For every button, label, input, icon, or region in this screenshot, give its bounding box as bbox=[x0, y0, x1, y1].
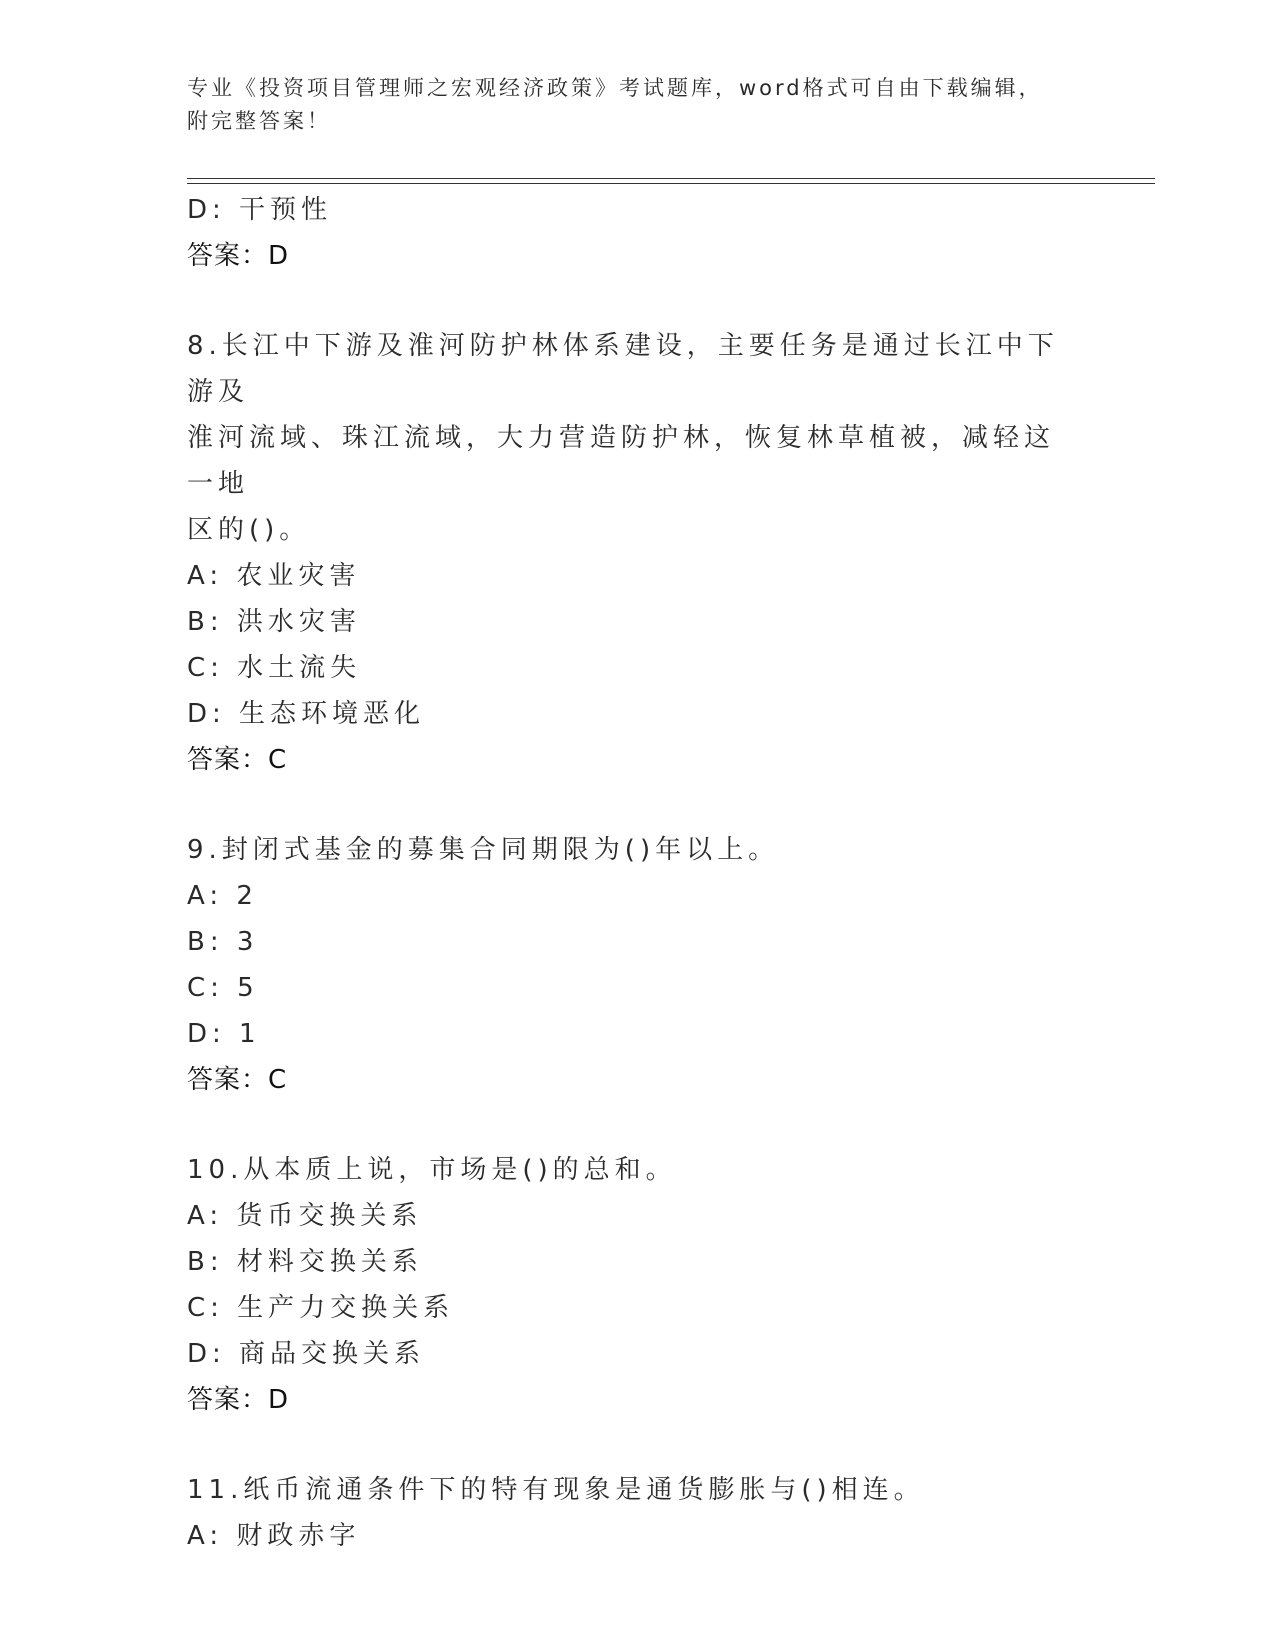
option-a: A: 农业灾害 bbox=[187, 561, 361, 591]
document-body bbox=[187, 187, 1087, 1559]
option-a: A: 财政赤字 bbox=[187, 1521, 361, 1551]
header-line-2: 附完整答案！ bbox=[187, 109, 331, 133]
spacer bbox=[187, 783, 1087, 827]
answer-value: D bbox=[268, 1385, 289, 1415]
header-divider-top bbox=[187, 178, 1155, 179]
answer-value: C bbox=[268, 1065, 287, 1095]
option-b: B: 洪水灾害 bbox=[187, 607, 361, 637]
question-8 bbox=[187, 323, 1067, 553]
option-c: C: 生产力交换关系 bbox=[187, 1293, 455, 1323]
question-text-line: 8.长江中下游及淮河防护林体系建设，主要任务是通过长江中下游及 bbox=[187, 331, 1059, 407]
option-d: D: 商品交换关系 bbox=[187, 1339, 426, 1369]
option-a: A: 货币交换关系 bbox=[187, 1201, 423, 1231]
answer bbox=[187, 1057, 1087, 1103]
spacer bbox=[187, 279, 1087, 323]
answer-value: C bbox=[268, 745, 287, 775]
option-c: C: 水土流失 bbox=[187, 653, 362, 683]
answer bbox=[187, 737, 1087, 783]
question-11: 11.纸币流通条件下的特有现象是通货膨胀与()相连。 bbox=[187, 1475, 925, 1505]
header-divider-bottom bbox=[187, 183, 1155, 184]
answer bbox=[187, 233, 1087, 279]
answer-value: D bbox=[268, 241, 289, 271]
answer-label: 答案： bbox=[187, 1385, 269, 1415]
option-a: A: 2 bbox=[187, 881, 258, 911]
header-line-1: 专业《投资项目管理师之宏观经济政策》考试题库，word格式可自由下载编辑， bbox=[187, 76, 1043, 100]
answer bbox=[187, 1377, 1087, 1423]
option-d: D: 1 bbox=[187, 1019, 261, 1049]
question-9: 9.封闭式基金的募集合同期限为()年以上。 bbox=[187, 835, 780, 865]
answer-label: 答案： bbox=[187, 1065, 269, 1095]
option-b: B: 材料交换关系 bbox=[187, 1247, 423, 1277]
option-d: D: 干预性 bbox=[187, 195, 333, 225]
option-c: C: 5 bbox=[187, 973, 259, 1003]
option-b: B: 3 bbox=[187, 927, 259, 957]
question-text-line: 区的()。 bbox=[187, 515, 311, 545]
option-d: D: 生态环境恶化 bbox=[187, 699, 426, 729]
document-header bbox=[187, 72, 1087, 138]
answer-label: 答案： bbox=[187, 241, 269, 271]
spacer bbox=[187, 1423, 1087, 1467]
question-text-line: 淮河流域、珠江流域，大力营造防护林，恢复林草植被，减轻这一地 bbox=[187, 423, 1056, 499]
spacer bbox=[187, 1103, 1087, 1147]
question-10: 10.从本质上说，市场是()的总和。 bbox=[187, 1155, 677, 1185]
answer-label: 答案： bbox=[187, 745, 269, 775]
